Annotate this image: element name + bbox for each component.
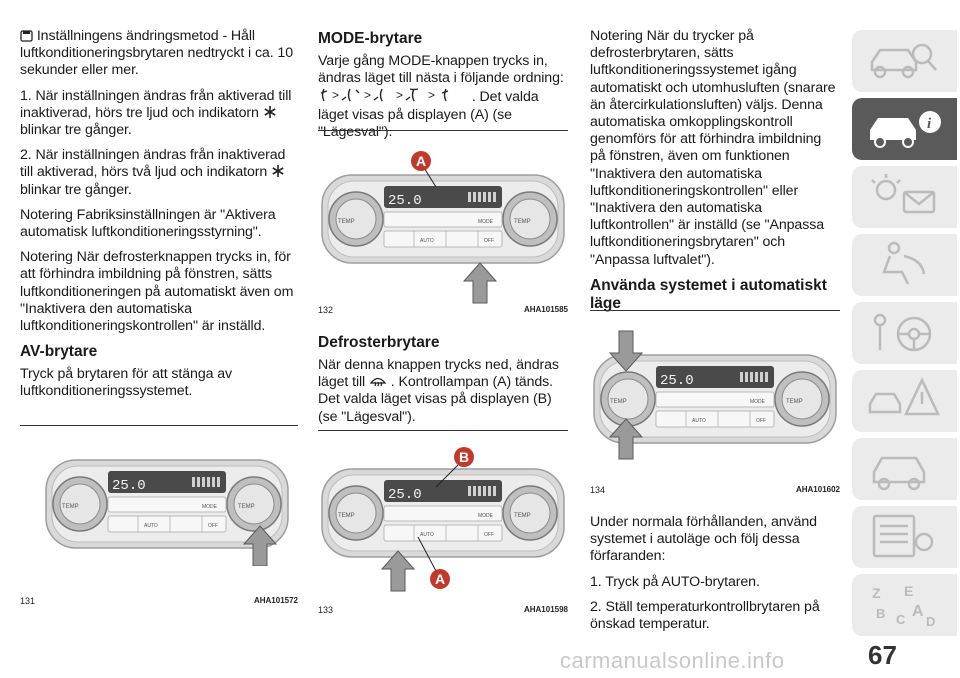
tab-safety[interactable] xyxy=(852,234,957,296)
defroster-icon xyxy=(369,374,387,388)
car-search-icon xyxy=(864,36,944,86)
figure-number: 133 xyxy=(318,605,334,615)
indicator-snowflake-icon xyxy=(263,105,277,119)
heading-auto-mode: Använda systemet i automatiskt läge xyxy=(590,276,827,312)
panel-temp-label: TEMP xyxy=(514,219,531,225)
figure-id: AHA101572 xyxy=(253,596,298,605)
callout-label-a: A xyxy=(416,153,427,169)
panel-off-label: OFF xyxy=(756,418,766,424)
panel-mode-label: MODE xyxy=(750,399,765,405)
panel-temp-label: TEMP xyxy=(514,513,531,519)
heading-off-switch: AV-brytare xyxy=(20,343,98,361)
svg-text:>: > xyxy=(396,88,403,103)
svg-text:>: > xyxy=(332,88,339,103)
column-right xyxy=(590,28,840,318)
panel-off-label: OFF xyxy=(484,238,494,244)
step-press-auto: 1. Tryck på AUTO-brytaren. xyxy=(590,573,760,590)
note-factory-setting: Notering Fabriksinställningen är "Aktivera automatisk luftkonditioneringsstyrning". xyxy=(20,206,276,241)
figure-133 xyxy=(318,430,568,616)
panel-display-temperature: 25.0 xyxy=(388,487,422,503)
climate-control-panel-illustration xyxy=(318,437,568,602)
paragraph-change-method: Inställningens ändringsmetod - Håll luftkonditioneringsbrytaren nedtryckt i ca. 10 sekunder eller mer. xyxy=(20,28,293,79)
panel-off-label: OFF xyxy=(208,523,218,529)
svg-text:>: > xyxy=(428,88,435,103)
tab-emergency[interactable] xyxy=(852,370,957,432)
panel-mode-label: MODE xyxy=(478,513,493,519)
panel-temp-label: TEMP xyxy=(62,504,79,510)
car-service-icon xyxy=(864,444,944,494)
section-defroster xyxy=(318,330,568,434)
panel-mode-label: MODE xyxy=(202,504,217,510)
panel-auto-label: AUTO xyxy=(420,238,434,244)
figure-id: AHA101585 xyxy=(523,305,568,314)
panel-mode-label: MODE xyxy=(478,219,493,225)
tab-car-info[interactable] xyxy=(852,98,957,160)
climate-control-panel-illustration xyxy=(318,141,568,311)
paragraph-auto-intro: Under normala förhållanden, använd systemet i autoläge och följ dessa förfaranden: xyxy=(590,514,817,565)
chapter-tab-sidebar xyxy=(852,30,957,630)
panel-temp-label: TEMP xyxy=(338,513,355,519)
note-defroster: Notering När defrosterknappen trycks in, för att förhindra imbildning på fönstren, sätts luftkonditioneringen på automatiskt även om "Inaktivera den automatiska luftkonditioneringskontrollen" är inställd. xyxy=(20,249,294,335)
svg-text:A: A xyxy=(912,603,924,620)
panel-temp-label: TEMP xyxy=(786,399,803,405)
figure-131 xyxy=(20,425,298,607)
column-left xyxy=(20,28,298,409)
warning-light-message-icon xyxy=(864,172,944,222)
svg-text:D: D xyxy=(926,614,936,629)
warning-triangle-icon xyxy=(864,376,944,426)
paragraph-defroster-switch: När denna knappen trycks ned, ändras läget till . Kontrollampan (A) tänds. Det valda läget visas på displayen (B) (se "Lägesval"). xyxy=(318,357,559,425)
climate-control-panel-illustration xyxy=(590,329,840,479)
figure-134 xyxy=(590,310,840,496)
note-icon xyxy=(20,30,33,42)
svg-text:i: i xyxy=(927,116,932,132)
tab-technical-data[interactable] xyxy=(852,506,957,568)
svg-text:E: E xyxy=(904,583,914,599)
indicator-snowflake-icon xyxy=(271,164,285,178)
svg-text:>: > xyxy=(364,88,371,103)
panel-auto-label: AUTO xyxy=(420,532,434,538)
figure-number: 131 xyxy=(20,596,36,606)
alphabet-index-icon xyxy=(864,580,944,630)
tab-car-overview[interactable] xyxy=(852,30,957,92)
tab-maintenance[interactable] xyxy=(852,438,957,500)
callout-label-b: B xyxy=(459,449,470,465)
figure-132 xyxy=(318,130,568,320)
panel-display-temperature: 25.0 xyxy=(660,373,694,389)
panel-display-temperature: 25.0 xyxy=(388,193,422,209)
panel-temp-label: TEMP xyxy=(238,504,255,510)
note-defroster-auto: Notering När du trycker på defrosterbrytaren, sätts luftkonditioneringssystemet igång automatiskt och utomhusluften (snarare än återcirkulationsluften) väljs. Denna automatiska omkopplingskontroll genomförs för att förhindra imbildning på fönstren, även om funktionen "Inaktivera den automatiska luftkonditioneringskontrollen" eller "Inaktivera den automatiska luftkontrollen" är inställd (se "Anpassa luftkonditioneringsbrytaren" och "Anpassa luftvalet"). xyxy=(590,28,836,268)
mode-sequence-icons xyxy=(318,87,468,103)
heading-defroster-switch: Defrosterbrytare xyxy=(318,334,440,351)
panel-off-label: OFF xyxy=(484,532,494,538)
panel-temp-label: TEMP xyxy=(610,399,627,405)
panel-temp-label: TEMP xyxy=(338,219,355,225)
panel-auto-label: AUTO xyxy=(692,418,706,424)
figure-id: AHA101602 xyxy=(795,485,840,494)
steering-wheel-key-icon xyxy=(864,308,944,358)
step-set-temperature: 2. Ställ temperaturkontrollbrytaren på önskad temperatur. xyxy=(590,598,820,633)
figure-number: 134 xyxy=(590,485,606,495)
figure-id: AHA101598 xyxy=(523,605,568,614)
panel-auto-label: AUTO xyxy=(144,523,158,529)
paragraph-step-1: 1. När inställningen ändras från aktiverad till inaktiverad, hörs tre ljud och indikatorn blinkar tre gånger. xyxy=(20,87,292,139)
paragraph-step-2: 2. När inställningen ändras från inaktiverad till aktiverad, hörs två ljud och indikatorn blinkar tre gånger. xyxy=(20,147,286,198)
svg-text:Z: Z xyxy=(872,585,881,601)
section-auto-steps xyxy=(590,514,840,641)
tab-lights-messages[interactable] xyxy=(852,166,957,228)
figure-number: 132 xyxy=(318,305,334,315)
car-info-icon xyxy=(864,104,944,154)
svg-text:B: B xyxy=(876,606,886,621)
svg-text:C: C xyxy=(896,612,906,627)
watermark-text: carmanualsonline.info xyxy=(560,648,785,673)
panel-display-temperature: 25.0 xyxy=(112,478,146,494)
tab-starting-driving[interactable] xyxy=(852,302,957,364)
spec-document-icon xyxy=(864,512,944,562)
climate-control-panel-illustration xyxy=(42,456,292,566)
heading-mode-switch: MODE-brytare xyxy=(318,30,423,47)
callout-label-a: A xyxy=(435,571,446,587)
tab-index[interactable] xyxy=(852,574,957,636)
paragraph-mode-switch: Varje gång MODE-knappen trycks in, ändras läget till nästa i följande ordning: > > > > . Det valda läget visas på displayen (A) (se "Lägesval"). xyxy=(318,53,564,140)
page-number: 67 xyxy=(868,640,897,670)
arrow-pointer-icon xyxy=(464,263,496,303)
paragraph-off-switch: Tryck på brytaren för att stänga av luftkonditioneringssystemet. xyxy=(20,366,233,400)
seat-airbag-icon xyxy=(864,240,944,290)
